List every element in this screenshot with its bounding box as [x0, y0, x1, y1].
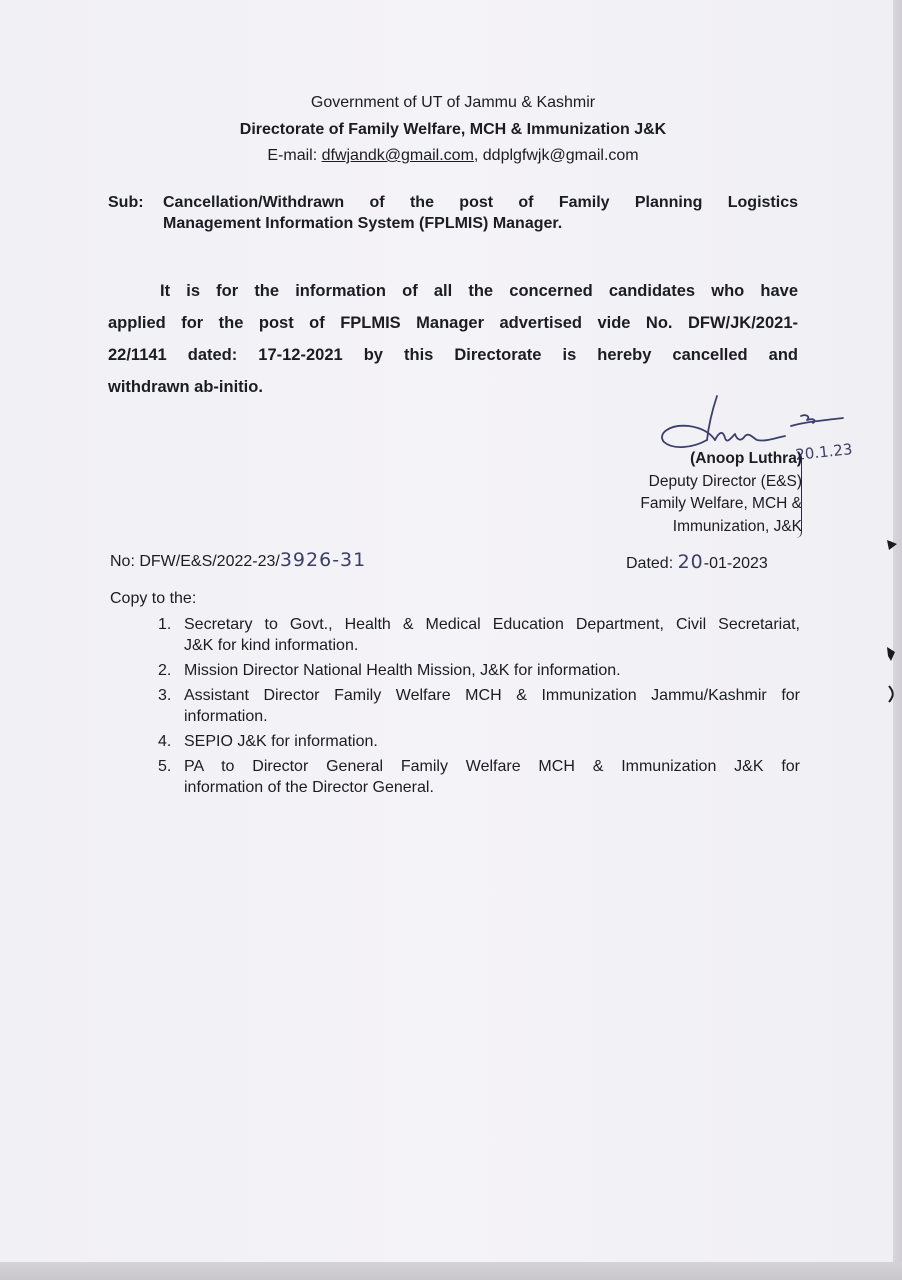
- reference-number: [110, 549, 366, 571]
- dated-rest: -01-2023: [703, 555, 768, 572]
- list-item: [150, 756, 800, 798]
- email-link-primary[interactable]: dfwjandk@gmail.com: [321, 147, 474, 164]
- subject-block: [108, 192, 798, 234]
- body-line-1: It is for the information of all the concerned candidates who have: [160, 282, 798, 300]
- signatory-bracket: [796, 452, 802, 538]
- reference-number-label: No: DFW/E&S/2022-23/: [110, 553, 280, 570]
- body-line-3: 22/1141 dated: 17-12-2021 by this Directorate is hereby cancelled and: [108, 346, 798, 364]
- list-item-line-2: J&K for kind information.: [184, 637, 359, 654]
- edge-mark-2: [884, 645, 898, 663]
- subject-label: Sub:: [108, 194, 144, 211]
- list-item-line-2: information of the Director General.: [184, 779, 434, 796]
- list-item-number: 5.: [158, 758, 172, 775]
- paper-edge-bottom: [0, 1262, 902, 1280]
- signatory-office-line-2: Immunization, J&K: [672, 517, 802, 535]
- directorate-heading: Directorate of Family Welfare, MCH & Immunization J&K: [239, 121, 667, 138]
- copy-to-title: Copy to the:: [110, 590, 197, 607]
- list-item-number: 2.: [158, 662, 172, 679]
- dated-label: Dated:: [626, 555, 674, 572]
- list-item: [150, 660, 800, 681]
- email-secondary: ddplgfwjk@gmail.com: [482, 147, 639, 164]
- list-item: [150, 685, 800, 727]
- edge-mark-1: [885, 538, 899, 554]
- list-item: [150, 731, 800, 752]
- email-label: E-mail:: [267, 147, 322, 164]
- copy-to-list: [150, 614, 800, 802]
- paper-edge-right: [893, 0, 902, 1280]
- body-line-4: withdrawn ab-initio.: [108, 378, 263, 396]
- list-item: [150, 614, 800, 656]
- list-item-line-2: information.: [184, 708, 268, 725]
- signature-date: 20.1.23: [794, 440, 854, 465]
- list-item-number: 4.: [158, 733, 172, 750]
- email-line: [0, 147, 902, 165]
- list-item-line-1: Assistant Director Family Welfare MCH & Immunization Jammu/Kashmir for: [184, 687, 800, 704]
- edge-mark-3: [886, 684, 896, 704]
- list-item-number: 1.: [158, 616, 172, 633]
- email-separator: ,: [473, 147, 483, 164]
- list-item-number: 3.: [158, 687, 172, 704]
- signatory-designation: Deputy Director (E&S): [648, 472, 802, 490]
- list-item-line-1: Secretary to Govt., Health & Medical Education Department, Civil Secretariat,: [184, 616, 800, 633]
- dated-line: [626, 551, 768, 573]
- signatory-block: [612, 448, 802, 538]
- government-heading: Government of UT of Jammu & Kashmir: [310, 94, 596, 111]
- body-line-2: applied for the post of FPLMIS Manager advertised vide No. DFW/JK/2021-: [108, 314, 798, 332]
- signatory-name: (Anoop Luthra): [690, 450, 802, 467]
- body-paragraph: [108, 275, 798, 403]
- list-item-line-1: SEPIO J&K for information.: [184, 733, 378, 750]
- reference-number-handwritten: 3926-31: [279, 549, 367, 571]
- dated-day-handwritten: 20: [677, 551, 704, 573]
- list-item-line-1: PA to Director General Family Welfare MCH & Immunization J&K for: [184, 758, 800, 775]
- subject-line-2: Management Information System (FPLMIS) Manager.: [163, 215, 563, 232]
- signatory-office-line-1: Family Welfare, MCH &: [640, 495, 802, 512]
- subject-line-1: Sub: Cancellation/Withdrawn of the post of Family Planning Logistics: [108, 194, 798, 211]
- list-item-line-1: Mission Director National Health Mission, J&K for information.: [184, 662, 621, 679]
